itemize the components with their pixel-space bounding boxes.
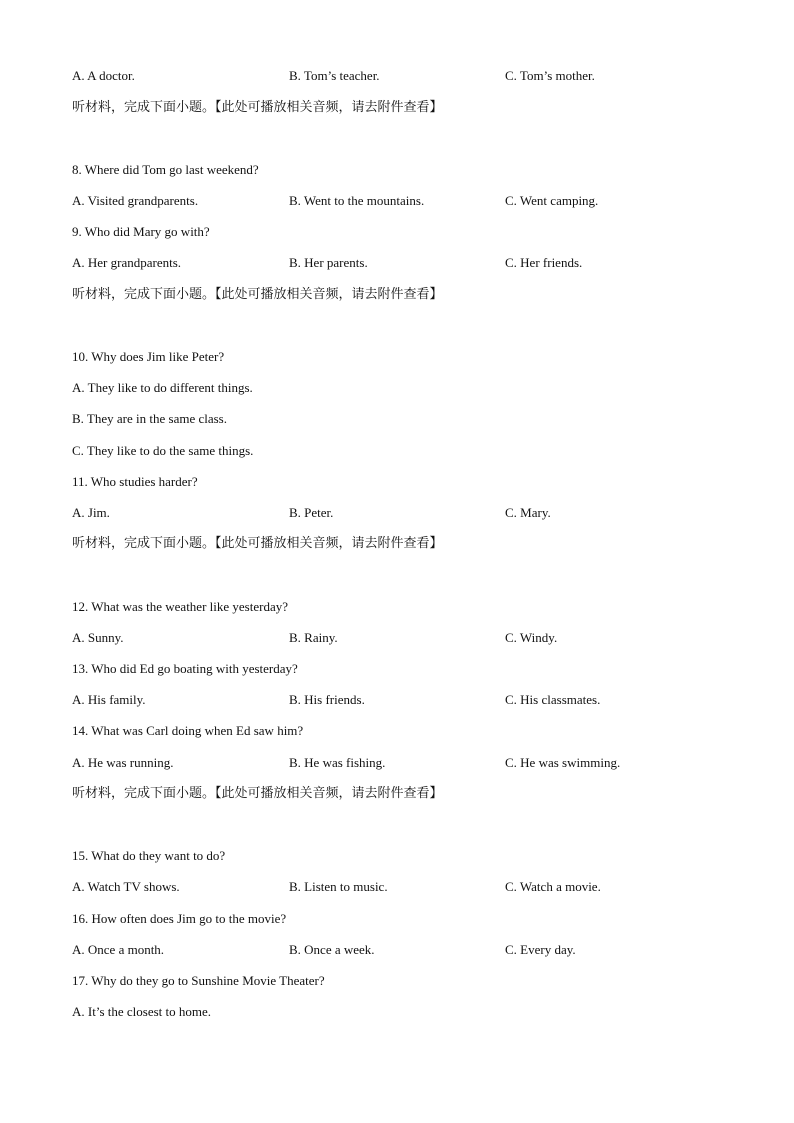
q12-option-c: C. Windy. xyxy=(505,630,558,645)
q16-option-a: A. Once a month. xyxy=(72,942,165,957)
q14-option-c: C. He was swimming. xyxy=(505,755,621,770)
q10-option-b: B. They are in the same class. xyxy=(72,411,227,426)
q15-option-a: A. Watch TV shows. xyxy=(72,879,180,894)
listening-instruction: 听材料，完成下面小题。【此处可播放相关音频，请去附件查看】 xyxy=(72,536,443,551)
option-b: B. Tom’s teacher. xyxy=(289,68,380,83)
listening-instruction: 听材料，完成下面小题。【此处可播放相关音频，请去附件查看】 xyxy=(72,287,443,302)
q15-option-c: C. Watch a movie. xyxy=(505,879,601,894)
option-a: A. A doctor. xyxy=(72,68,135,83)
listening-instruction: 听材料，完成下面小题。【此处可播放相关音频，请去附件查看】 xyxy=(72,786,443,801)
question-9: 9. Who did Mary go with? xyxy=(72,224,210,239)
q8-option-a: A. Visited grandparents. xyxy=(72,193,199,208)
q11-option-b: B. Peter. xyxy=(289,505,334,520)
q11-option-a: A. Jim. xyxy=(72,505,110,520)
question-14: 14. What was Carl doing when Ed saw him? xyxy=(72,723,304,738)
q12-option-a: A. Sunny. xyxy=(72,630,124,645)
question-10: 10. Why does Jim like Peter? xyxy=(72,349,225,364)
q10-option-a: A. They like to do different things. xyxy=(72,380,253,395)
q12-option-b: B. Rainy. xyxy=(289,630,338,645)
q13-option-b: B. His friends. xyxy=(289,692,365,707)
q8-option-c: C. Went camping. xyxy=(505,193,599,208)
q9-option-a: A. Her grandparents. xyxy=(72,255,182,270)
question-15: 15. What do they want to do? xyxy=(72,848,226,863)
q17-option-a: A. It’s the closest to home. xyxy=(72,1004,212,1019)
q13-option-c: C. His classmates. xyxy=(505,692,601,707)
q10-option-c: C. They like to do the same things. xyxy=(72,443,254,458)
q16-option-c: C. Every day. xyxy=(505,942,576,957)
question-16: 16. How often does Jim go to the movie? xyxy=(72,911,287,926)
q14-option-a: A. He was running. xyxy=(72,755,174,770)
question-11: 11. Who studies harder? xyxy=(72,474,198,489)
question-12: 12. What was the weather like yesterday? xyxy=(72,599,288,614)
listening-instruction: 听材料，完成下面小题。【此处可播放相关音频，请去附件查看】 xyxy=(72,100,443,115)
q15-option-b: B. Listen to music. xyxy=(289,879,388,894)
q13-option-a: A. His family. xyxy=(72,692,146,707)
question-8: 8. Where did Tom go last weekend? xyxy=(72,162,259,177)
q16-option-b: B. Once a week. xyxy=(289,942,375,957)
q9-option-c: C. Her friends. xyxy=(505,255,583,270)
question-13: 13. Who did Ed go boating with yesterday? xyxy=(72,661,298,676)
option-c: C. Tom’s mother. xyxy=(505,68,595,83)
question-17: 17. Why do they go to Sunshine Movie Theater? xyxy=(72,973,325,988)
q8-option-b: B. Went to the mountains. xyxy=(289,193,425,208)
q11-option-c: C. Mary. xyxy=(505,505,551,520)
q14-option-b: B. He was fishing. xyxy=(289,755,386,770)
q9-option-b: B. Her parents. xyxy=(289,255,368,270)
